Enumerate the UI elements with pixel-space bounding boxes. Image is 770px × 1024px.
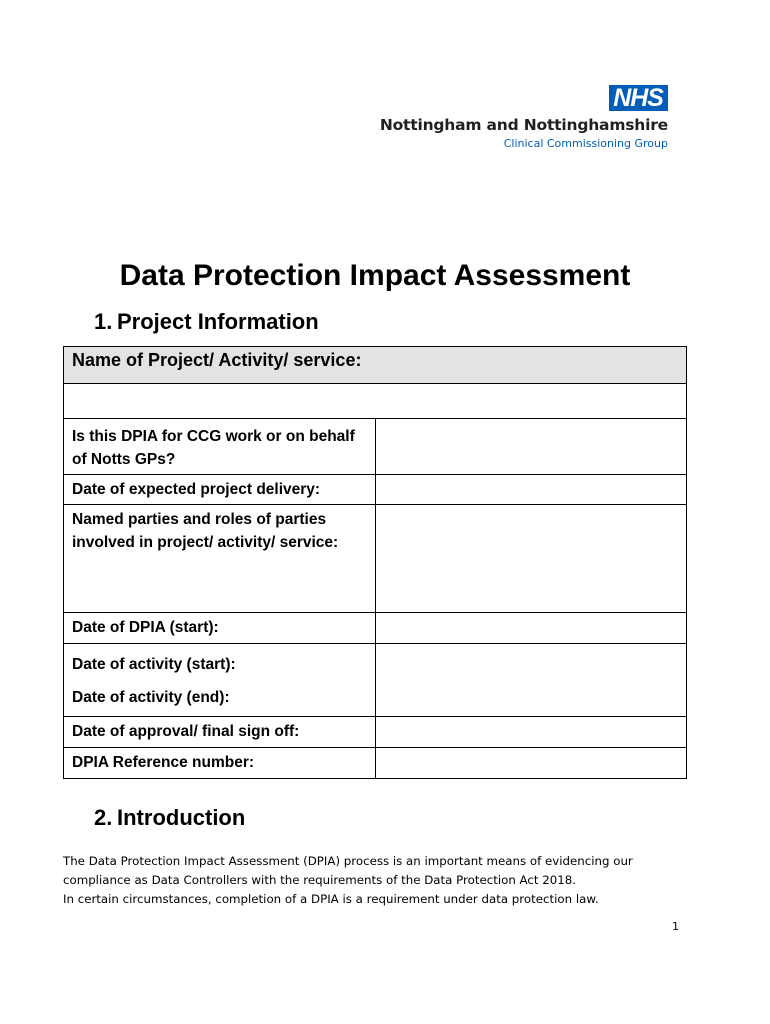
ccg-or-gp-field[interactable] [375,419,687,475]
activity-dates-field[interactable] [375,644,687,717]
ccg-or-gp-label: Is this DPIA for CCG work or on behalf of Notts GPs? [64,419,376,475]
expected-delivery-label: Date of expected project delivery: [64,475,376,505]
section-number: 1. [94,309,113,334]
paragraph-line: compliance as Data Controllers with the requirements of the Data Protection Act 2018. [63,873,577,887]
paragraph-line: The Data Protection Impact Assessment (DPIA) process is an important means of evidencing our [63,854,633,868]
approval-label: Date of approval/ final sign off: [64,717,376,748]
nhs-logo [380,85,668,150]
section-title: Introduction [117,805,246,830]
dpia-start-field[interactable] [375,613,687,644]
project-name-label: Name of Project/ Activity/ service: [64,347,687,384]
dpia-reference-label: DPIA Reference number: [64,748,376,779]
activity-start-label: Date of activity (start): [72,656,236,673]
section-title: Project Information [117,309,319,334]
org-name: Nottingham and Nottinghamshire [379,116,668,134]
section-heading-introduction [94,803,245,833]
section-number: 2. [94,805,113,830]
named-parties-label: Named parties and roles of parties involved in project/ activity/ service: [64,505,376,613]
project-information-table [63,346,687,779]
project-name-field[interactable] [64,384,687,419]
expected-delivery-field[interactable] [375,475,687,505]
org-subtitle: Clinical Commissioning Group [503,137,668,150]
activity-dates-cell [64,644,376,717]
approval-field[interactable] [375,717,687,748]
dpia-start-label: Date of DPIA (start): [64,613,376,644]
activity-end-label: Date of activity (end): [72,689,230,706]
introduction-paragraph [63,852,703,909]
nhs-badge: NHS [609,85,668,111]
document-title: Data Protection Impact Assessment [119,259,631,292]
paragraph-line: In certain circumstances, completion of a DPIA is a requirement under data protection law. [63,892,599,906]
section-heading-project-information [94,307,319,337]
named-parties-field[interactable] [375,505,687,613]
page-number: 1 [672,920,679,933]
dpia-reference-field[interactable] [375,748,687,779]
